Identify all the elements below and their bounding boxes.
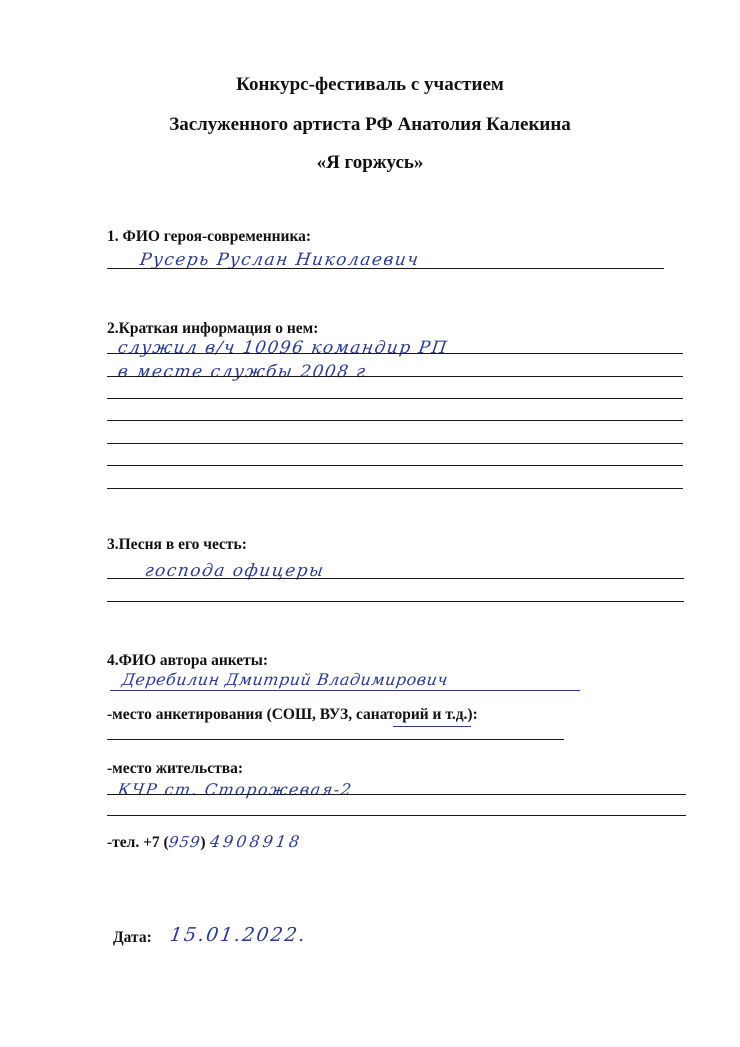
author-name-label: 4.ФИО автора анкеты: xyxy=(107,652,269,669)
brief-info-line-7 xyxy=(107,488,683,489)
phone-row xyxy=(107,832,302,852)
song-line-2 xyxy=(107,601,684,602)
date-value: 15.01.2022. xyxy=(168,924,309,946)
survey-place-mark xyxy=(393,726,471,727)
date-label: Дата: xyxy=(113,929,152,946)
survey-place-label: -место анкетирования (СОШ, ВУЗ, санаторий и т.д.): xyxy=(107,706,478,723)
hero-name-label: 1. ФИО героя-современника: xyxy=(107,228,312,245)
phone-code: 959 xyxy=(167,833,202,851)
residence-answer: КЧР ст. Сторожевая-2 xyxy=(116,780,354,799)
form-title-line-3: «Я горжусь» xyxy=(316,152,424,173)
brief-info-line-2 xyxy=(107,376,683,377)
form-title-line-1: Конкурс-фестиваль с участием xyxy=(236,74,504,95)
brief-info-line-5 xyxy=(107,443,683,444)
brief-info-answer-line-1: служил в/ч 10096 командир РП xyxy=(116,338,450,358)
song-label: 3.Песня в его честь: xyxy=(107,536,247,553)
residence-line-1 xyxy=(107,794,686,795)
phone-number: 4908918 xyxy=(208,832,304,851)
author-name-answer: Деребилин Дмитрий Владимирович xyxy=(120,670,450,689)
brief-info-line-4 xyxy=(107,420,683,421)
hero-name-answer: Русерь Руслан Николаевич xyxy=(138,250,421,270)
phone-prefix: -тел. +7 ( xyxy=(107,834,169,851)
brief-info-line-6 xyxy=(107,465,683,466)
author-name-underline xyxy=(110,690,580,691)
brief-info-label: 2.Краткая информация о нем: xyxy=(107,320,319,337)
phone-paren: ) xyxy=(200,834,206,851)
song-line-1 xyxy=(107,578,684,579)
brief-info-line-1 xyxy=(107,353,683,354)
song-answer: господа офицеры xyxy=(143,561,326,581)
residence-label: -место жительства: xyxy=(107,760,244,777)
brief-info-answer-line-2: в месте службы 2008 г xyxy=(116,362,368,382)
residence-line-2 xyxy=(107,815,686,816)
form-title-line-2: Заслуженного артиста РФ Анатолия Калекина xyxy=(169,114,571,135)
hero-name-line xyxy=(107,268,664,269)
brief-info-line-3 xyxy=(107,398,683,399)
survey-place-line xyxy=(107,739,564,740)
